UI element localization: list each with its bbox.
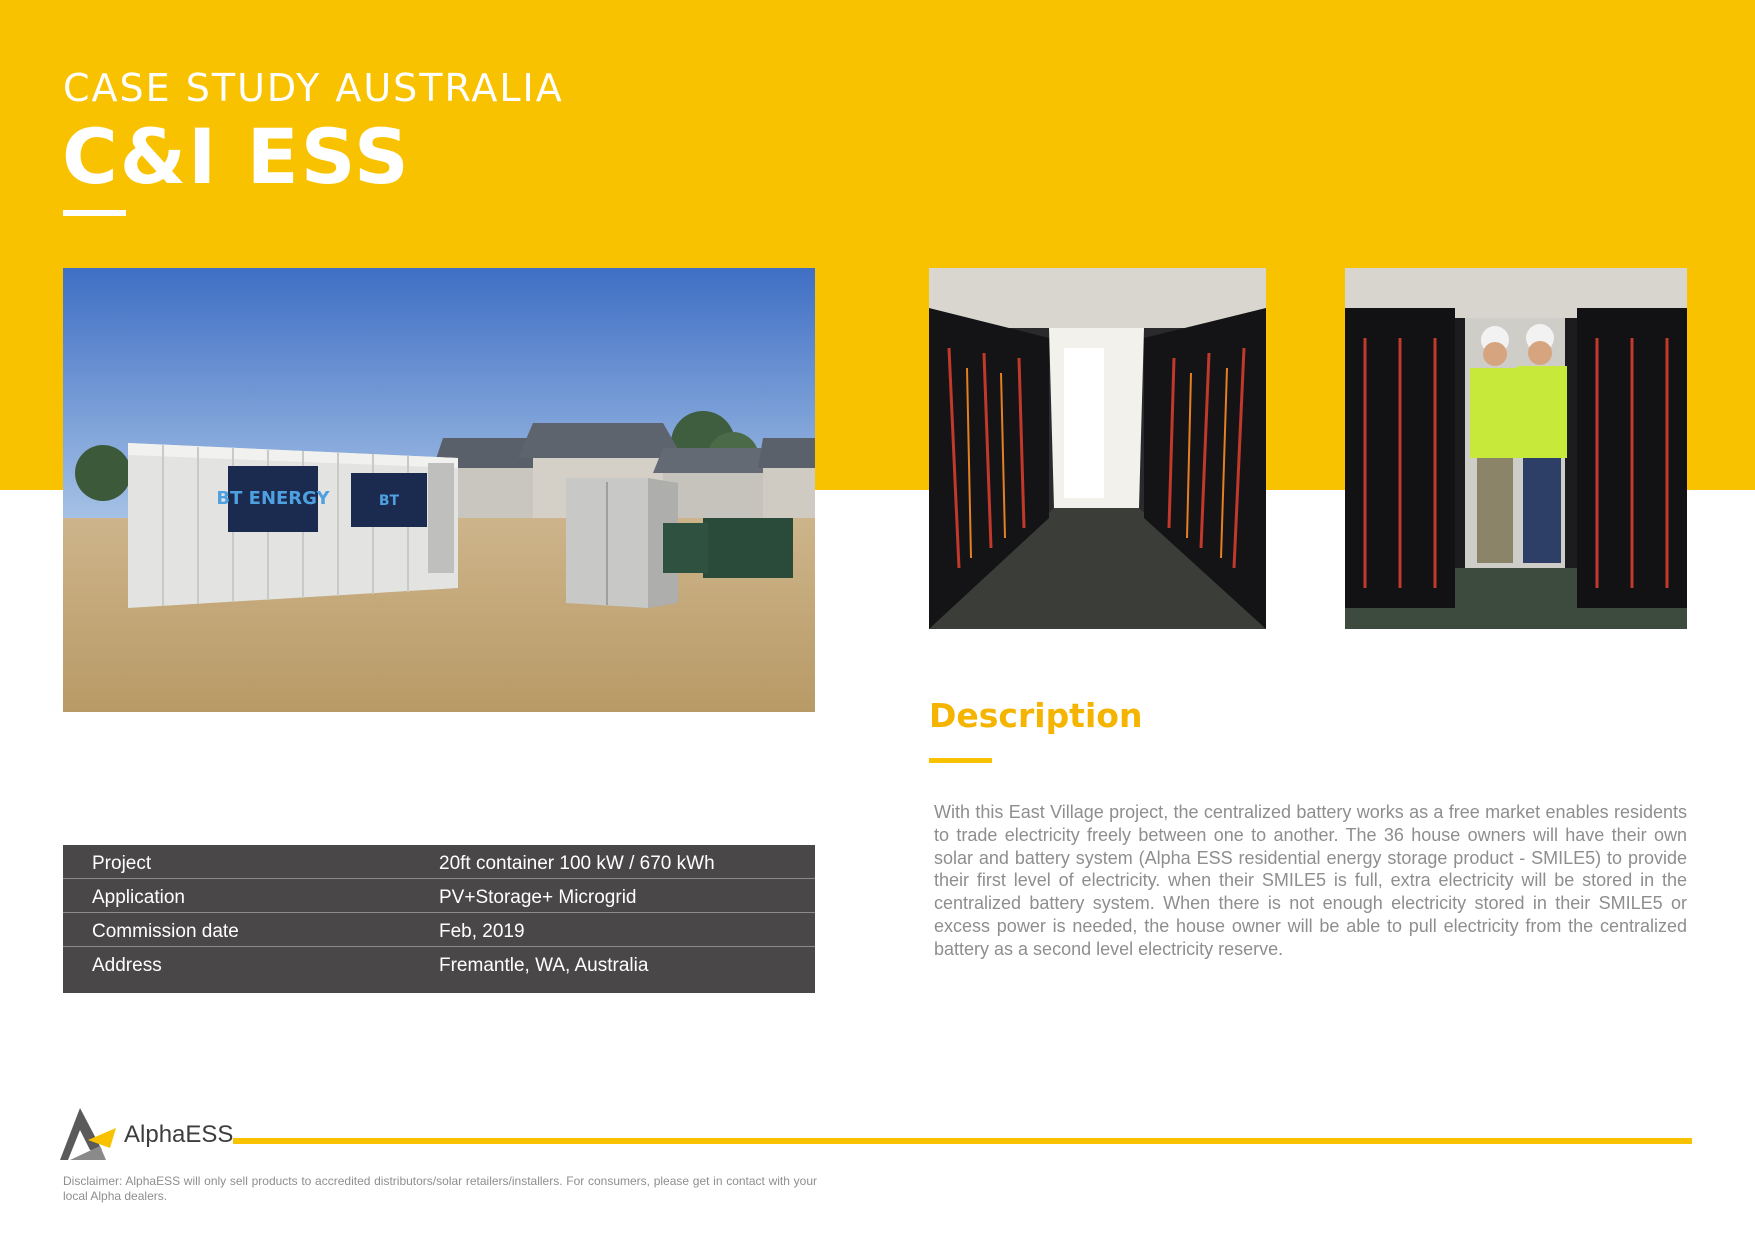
spec-value: PV+Storage+ Microgrid bbox=[439, 887, 637, 908]
spec-row-application bbox=[63, 879, 815, 913]
container-site-photo bbox=[63, 268, 815, 712]
spec-label: Address bbox=[92, 955, 162, 976]
engineers-photo bbox=[1345, 268, 1687, 629]
spec-value: 20ft container 100 kW / 670 kWh bbox=[439, 853, 715, 874]
description-underline bbox=[929, 758, 992, 763]
disclaimer: Disclaimer: AlphaESS will only sell products to accredited distributors/solar retailers/installers. For consumers, please get in contact with your local Alpha dealers. bbox=[63, 1174, 817, 1203]
spec-label: Project bbox=[92, 853, 152, 874]
spec-label: Commission date bbox=[92, 921, 239, 942]
spec-row-commission-date bbox=[63, 913, 815, 947]
logo-text: AlphaESS bbox=[124, 1121, 234, 1148]
spec-value: Feb, 2019 bbox=[439, 921, 525, 942]
spec-label: Application bbox=[92, 887, 185, 908]
page-eyebrow: CASE STUDY AUSTRALIA bbox=[63, 66, 564, 110]
spec-value: Fremantle, WA, Australia bbox=[439, 955, 649, 976]
description-body: With this East Village project, the centralized battery works as a free market enables residents to trade electricity freely between one to another. The 36 house owners will have their own solar and battery system (Alpha ESS residential energy storage product - SMILE5) to provide their first level of electricity. when their SMILE5 is full, extra electricity will be stored in the centralized battery system. When there is not enough electricity stored in their SMILE5 or excess power is needed, the house owner will be able to pull electricity from the centralized battery as a second level electricity reserve. bbox=[934, 802, 1687, 959]
banner-text: BT ENERGY bbox=[216, 488, 330, 509]
spec-row-address bbox=[63, 947, 815, 980]
title-underline bbox=[63, 210, 126, 216]
page-title: C&I ESS bbox=[62, 112, 411, 201]
battery-aisle-photo bbox=[929, 268, 1266, 629]
footer-divider bbox=[233, 1138, 1692, 1144]
spec-table bbox=[63, 845, 815, 993]
svg-text:BT: BT bbox=[378, 493, 400, 509]
spec-row-project bbox=[63, 845, 815, 879]
description-heading: Description bbox=[929, 696, 1143, 735]
